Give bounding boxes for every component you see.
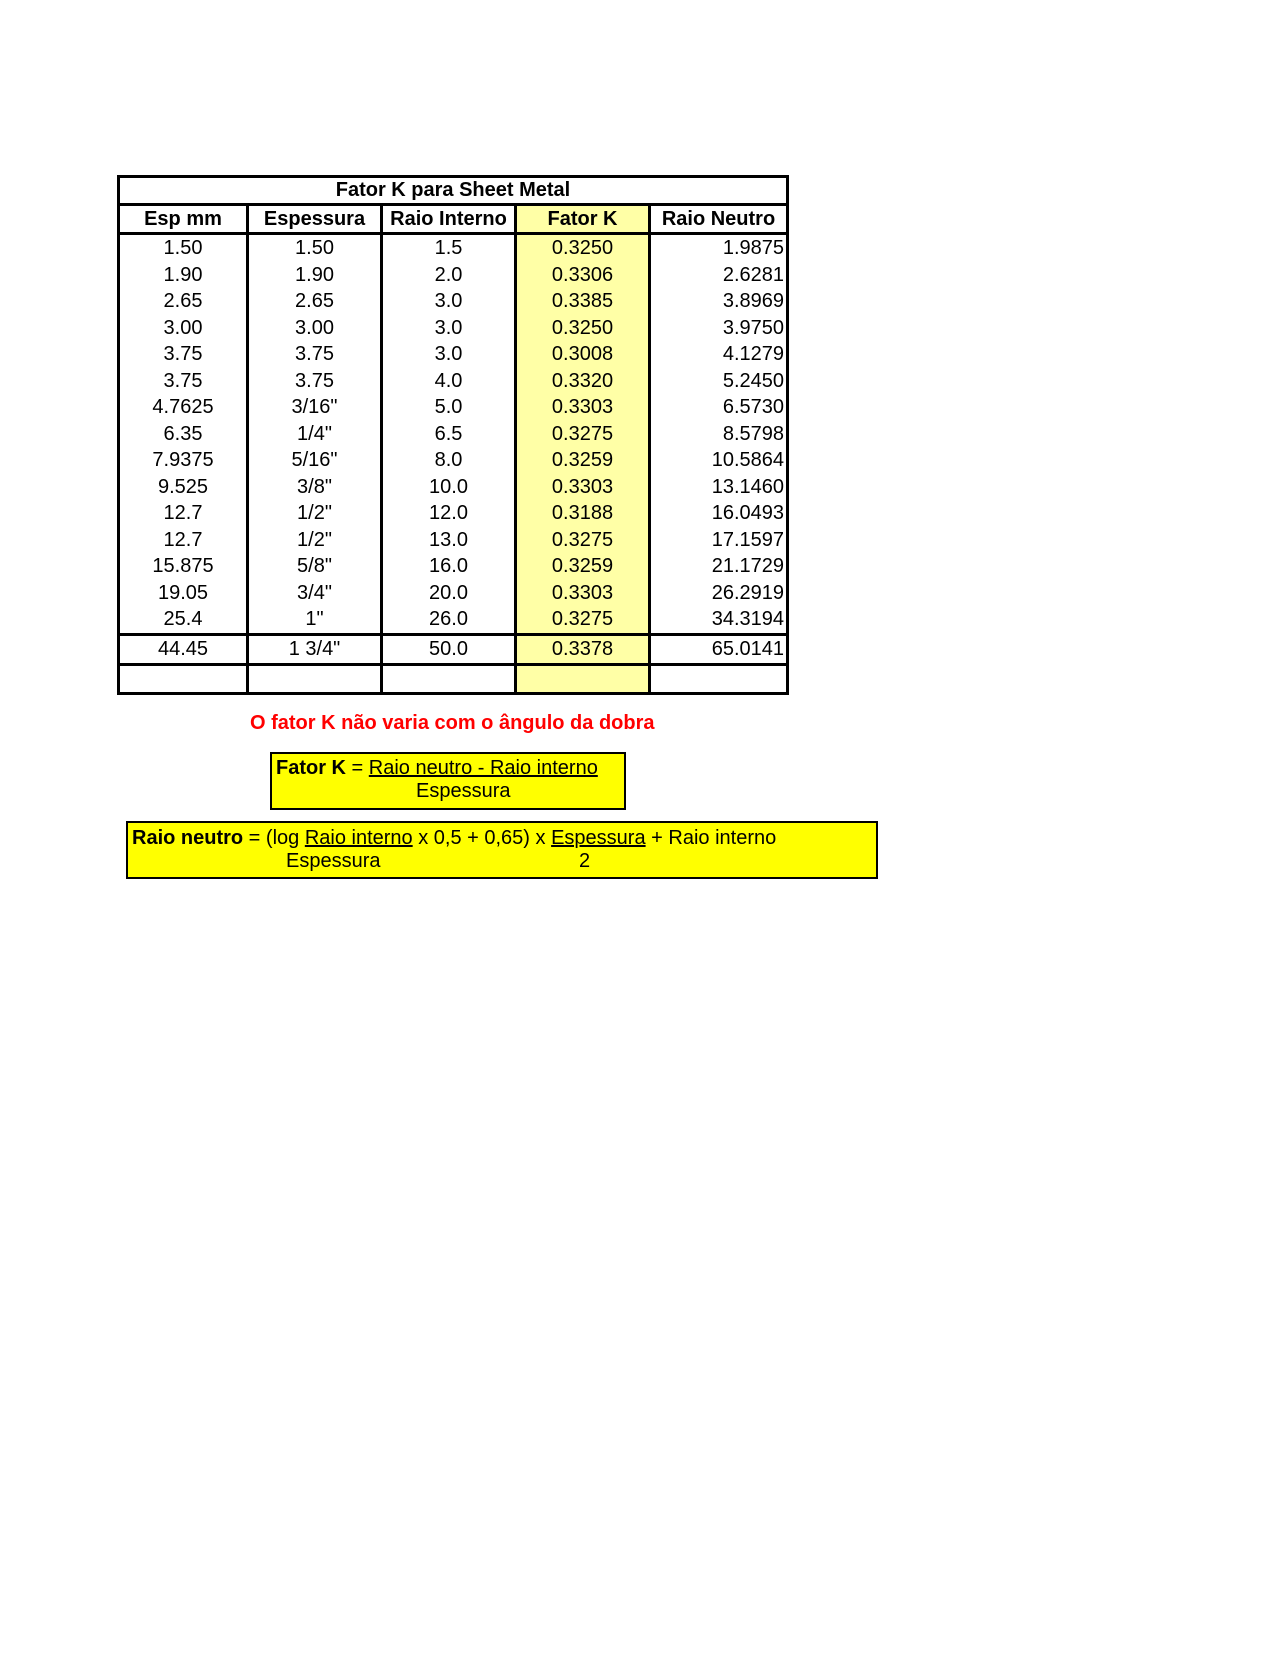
raio-neutro-raio-interno: Raio interno: [304, 827, 413, 849]
cell-espessura: 3/8": [248, 474, 382, 501]
cell-espessura: 1/4": [248, 421, 382, 448]
fator-k-denominator: Espessura: [416, 780, 511, 802]
header-raio-interno: Raio Interno: [382, 205, 516, 234]
cell-fator-k: 0.3188: [516, 500, 650, 527]
cell-fator-k: 0.3378: [516, 634, 650, 664]
cell-raio-interno: 4.0: [382, 368, 516, 395]
raio-neutro-part1: = (log: [243, 827, 305, 849]
cell-esp-mm: 4.7625: [119, 394, 248, 421]
cell-espessura: 1": [248, 606, 382, 634]
raio-neutro-formula-line: [132, 827, 876, 850]
raio-neutro-denominator-line: [132, 850, 876, 873]
cell-raio-interno: 3.0: [382, 288, 516, 315]
cell-espessura: 1/2": [248, 527, 382, 554]
cell-raio-interno: 10.0: [382, 474, 516, 501]
cell-esp-mm: 3.75: [119, 341, 248, 368]
fator-k-denominator-line: [276, 780, 624, 803]
table-row: [119, 315, 788, 342]
cell-raio-interno: 16.0: [382, 553, 516, 580]
cell-raio-interno: 3.0: [382, 315, 516, 342]
cell-espessura: 1.90: [248, 262, 382, 289]
table-title-row: [119, 177, 788, 205]
fator-k-formula-line: [276, 757, 624, 780]
cell-raio-interno: 13.0: [382, 527, 516, 554]
header-fator-k: Fator K: [516, 205, 650, 234]
table-row: [119, 580, 788, 607]
cell-espessura: 2.65: [248, 288, 382, 315]
cell-raio-neutro: 26.2919: [650, 580, 788, 607]
cell-espessura: 3.75: [248, 368, 382, 395]
cell-raio-neutro: 17.1597: [650, 527, 788, 554]
cell-raio-interno: 2.0: [382, 262, 516, 289]
cell-raio-neutro: 1.9875: [650, 234, 788, 262]
cell-raio-neutro: 4.1279: [650, 341, 788, 368]
cell-espessura: 5/8": [248, 553, 382, 580]
cell-raio-neutro: 10.5864: [650, 447, 788, 474]
cell-fator-k: 0.3385: [516, 288, 650, 315]
cell-esp-mm: 6.35: [119, 421, 248, 448]
header-raio-neutro: Raio Neutro: [650, 205, 788, 234]
cell-espessura: [248, 664, 382, 693]
header-esp-mm: Esp mm: [119, 205, 248, 234]
cell-raio-interno: 20.0: [382, 580, 516, 607]
cell-fator-k: 0.3250: [516, 234, 650, 262]
header-espessura: Espessura: [248, 205, 382, 234]
table-title: Fator K para Sheet Metal: [119, 177, 788, 205]
cell-esp-mm: 3.75: [119, 368, 248, 395]
cell-raio-interno: 3.0: [382, 341, 516, 368]
cell-esp-mm: 7.9375: [119, 447, 248, 474]
cell-raio-neutro: 3.8969: [650, 288, 788, 315]
cell-esp-mm: 44.45: [119, 634, 248, 664]
cell-raio-neutro: [650, 664, 788, 693]
cell-raio-interno: 5.0: [382, 394, 516, 421]
cell-esp-mm: 2.65: [119, 288, 248, 315]
cell-raio-interno: 6.5: [382, 421, 516, 448]
cell-esp-mm: 19.05: [119, 580, 248, 607]
cell-raio-interno: 50.0: [382, 634, 516, 664]
raio-neutro-formula-box: [126, 821, 878, 879]
raio-neutro-label: Raio neutro: [132, 827, 244, 849]
cell-fator-k: 0.3250: [516, 315, 650, 342]
cell-raio-interno: 8.0: [382, 447, 516, 474]
table-row: [119, 368, 788, 395]
cell-raio-neutro: 3.9750: [650, 315, 788, 342]
cell-fator-k: 0.3259: [516, 553, 650, 580]
table-row: [119, 262, 788, 289]
cell-espessura: 1 3/4": [248, 634, 382, 664]
cell-fator-k: 0.3306: [516, 262, 650, 289]
fator-k-numerator: Raio neutro - Raio interno: [368, 757, 598, 779]
raio-neutro-part2: x 0,5 + 0,65) x: [412, 827, 552, 849]
table-row: [119, 500, 788, 527]
cell-raio-interno: 1.5: [382, 234, 516, 262]
cell-espessura: 3.75: [248, 341, 382, 368]
cell-fator-k: [516, 664, 650, 693]
cell-esp-mm: 9.525: [119, 474, 248, 501]
cell-fator-k: 0.3008: [516, 341, 650, 368]
table-row: [119, 474, 788, 501]
cell-esp-mm: 3.00: [119, 315, 248, 342]
cell-raio-neutro: 8.5798: [650, 421, 788, 448]
cell-fator-k: 0.3275: [516, 527, 650, 554]
fator-k-equals: =: [346, 757, 369, 779]
fator-k-label: Fator K: [276, 757, 346, 779]
cell-fator-k: 0.3275: [516, 606, 650, 634]
table-header-row: [119, 205, 788, 234]
table-row: [119, 234, 788, 262]
fator-k-formula-box: [270, 752, 626, 810]
cell-esp-mm: 15.875: [119, 553, 248, 580]
raio-neutro-espessura: Espessura: [551, 827, 646, 849]
cell-raio-interno: 12.0: [382, 500, 516, 527]
cell-esp-mm: 12.7: [119, 527, 248, 554]
cell-espessura: 5/16": [248, 447, 382, 474]
cell-espessura: 1/2": [248, 500, 382, 527]
cell-esp-mm: [119, 664, 248, 693]
cell-espessura: 1.50: [248, 234, 382, 262]
table-row: [119, 553, 788, 580]
note-text: O fator K não varia com o ângulo da dobra: [250, 712, 655, 734]
cell-fator-k: 0.3303: [516, 394, 650, 421]
cell-raio-neutro: 65.0141: [650, 634, 788, 664]
table-row: [119, 447, 788, 474]
cell-espessura: 3.00: [248, 315, 382, 342]
table-summary-row: [119, 634, 788, 664]
cell-esp-mm: 12.7: [119, 500, 248, 527]
raio-neutro-denom1: Espessura: [286, 850, 381, 872]
cell-raio-neutro: 34.3194: [650, 606, 788, 634]
table-empty-row: [119, 664, 788, 693]
cell-espessura: 3/4": [248, 580, 382, 607]
cell-esp-mm: 1.90: [119, 262, 248, 289]
cell-raio-neutro: 6.5730: [650, 394, 788, 421]
cell-fator-k: 0.3275: [516, 421, 650, 448]
cell-esp-mm: 1.50: [119, 234, 248, 262]
table-row: [119, 421, 788, 448]
table-row: [119, 606, 788, 634]
raio-neutro-part3: + Raio interno: [645, 827, 777, 849]
cell-raio-neutro: 21.1729: [650, 553, 788, 580]
cell-fator-k: 0.3320: [516, 368, 650, 395]
cell-raio-neutro: 16.0493: [650, 500, 788, 527]
cell-raio-interno: 26.0: [382, 606, 516, 634]
table-row: [119, 527, 788, 554]
table-row: [119, 394, 788, 421]
cell-raio-interno: [382, 664, 516, 693]
cell-fator-k: 0.3259: [516, 447, 650, 474]
cell-raio-neutro: 5.2450: [650, 368, 788, 395]
cell-esp-mm: 25.4: [119, 606, 248, 634]
cell-fator-k: 0.3303: [516, 580, 650, 607]
table-row: [119, 341, 788, 368]
k-factor-table: [117, 175, 789, 695]
raio-neutro-denom2: 2: [579, 850, 591, 872]
cell-raio-neutro: 13.1460: [650, 474, 788, 501]
cell-fator-k: 0.3303: [516, 474, 650, 501]
table-row: [119, 288, 788, 315]
cell-espessura: 3/16": [248, 394, 382, 421]
cell-raio-neutro: 2.6281: [650, 262, 788, 289]
